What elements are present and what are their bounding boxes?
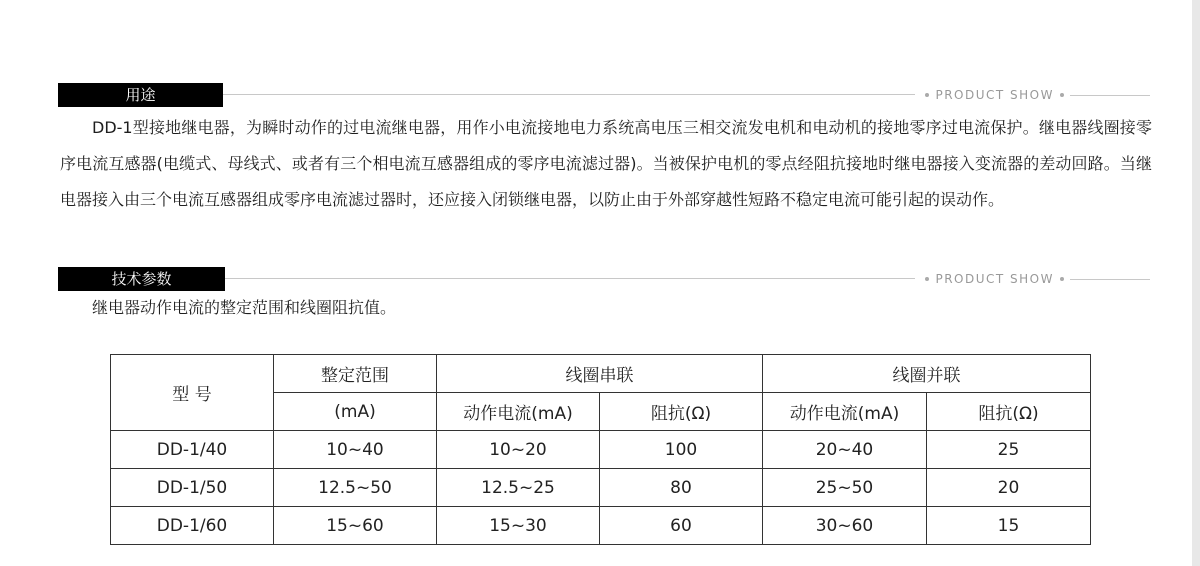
cell-model: DD-1/60 xyxy=(111,507,274,545)
dot-icon xyxy=(1060,93,1064,97)
trailing-line xyxy=(1070,279,1150,280)
cell-series-current: 15~30 xyxy=(437,507,600,545)
cell-model: DD-1/50 xyxy=(111,469,274,507)
cell-series-impedance: 80 xyxy=(600,469,763,507)
section-tag: 技术参数 xyxy=(58,267,225,291)
header-range-unit: (mA) xyxy=(274,393,437,431)
table-header-row xyxy=(111,355,1091,393)
product-show-text: PRODUCT SHOW xyxy=(935,272,1054,286)
section-header-specs xyxy=(58,267,1150,291)
header-parallel-current: 动作电流(mA) xyxy=(763,393,927,431)
header-series-current: 动作电流(mA) xyxy=(437,393,600,431)
spec-table xyxy=(110,354,1091,545)
cell-parallel-current: 30~60 xyxy=(763,507,927,545)
dot-icon xyxy=(1060,277,1064,281)
cell-series-current: 12.5~25 xyxy=(437,469,600,507)
table-row xyxy=(111,469,1091,507)
cell-parallel-current: 20~40 xyxy=(763,431,927,469)
header-range: 整定范围 xyxy=(274,355,437,393)
product-show-text: PRODUCT SHOW xyxy=(935,88,1054,102)
table-row xyxy=(111,431,1091,469)
table-row xyxy=(111,507,1091,545)
section-divider xyxy=(223,94,915,95)
page-right-border xyxy=(1192,0,1200,566)
header-parallel-group: 线圈并联 xyxy=(763,355,1091,393)
header-series-group: 线圈串联 xyxy=(437,355,763,393)
cell-series-impedance: 100 xyxy=(600,431,763,469)
usage-paragraph: DD-1型接地继电器，为瞬时动作的过电流继电器，用作小电流接地电力系统高电压三相交流发电机和电动机的接地零序过电流保护。继电器线圈接零序电流互感器(电缆式、母线式、或者有三个相电流互感器组成的零序电流滤过器)。当被保护电机的零点经阻抗接地时继电器接入变流器的差动回路。当继电器接入由三个电流互感器组成零序电流滤过器时，还应接入闭锁继电器，以防止由于外部穿越性短路不稳定电流可能引起的误动作。 xyxy=(60,118,1152,209)
specs-intro: 继电器动作电流的整定范围和线圈阻抗值。 xyxy=(92,298,397,317)
header-parallel-impedance: 阻抗(Ω) xyxy=(927,393,1091,431)
cell-model: DD-1/40 xyxy=(111,431,274,469)
trailing-line xyxy=(1070,95,1150,96)
cell-range: 15~60 xyxy=(274,507,437,545)
product-show-label xyxy=(919,83,1150,107)
cell-range: 10~40 xyxy=(274,431,437,469)
product-show-label xyxy=(919,267,1150,291)
dot-icon xyxy=(925,277,929,281)
section-header-usage xyxy=(58,83,1150,107)
header-model: 型 号 xyxy=(111,355,274,431)
cell-parallel-current: 25~50 xyxy=(763,469,927,507)
cell-series-current: 10~20 xyxy=(437,431,600,469)
cell-parallel-impedance: 25 xyxy=(927,431,1091,469)
cell-series-impedance: 60 xyxy=(600,507,763,545)
header-series-impedance: 阻抗(Ω) xyxy=(600,393,763,431)
cell-range: 12.5~50 xyxy=(274,469,437,507)
cell-parallel-impedance: 15 xyxy=(927,507,1091,545)
section-tag: 用途 xyxy=(58,83,223,107)
dot-icon xyxy=(925,93,929,97)
section-divider xyxy=(225,278,915,279)
cell-parallel-impedance: 20 xyxy=(927,469,1091,507)
